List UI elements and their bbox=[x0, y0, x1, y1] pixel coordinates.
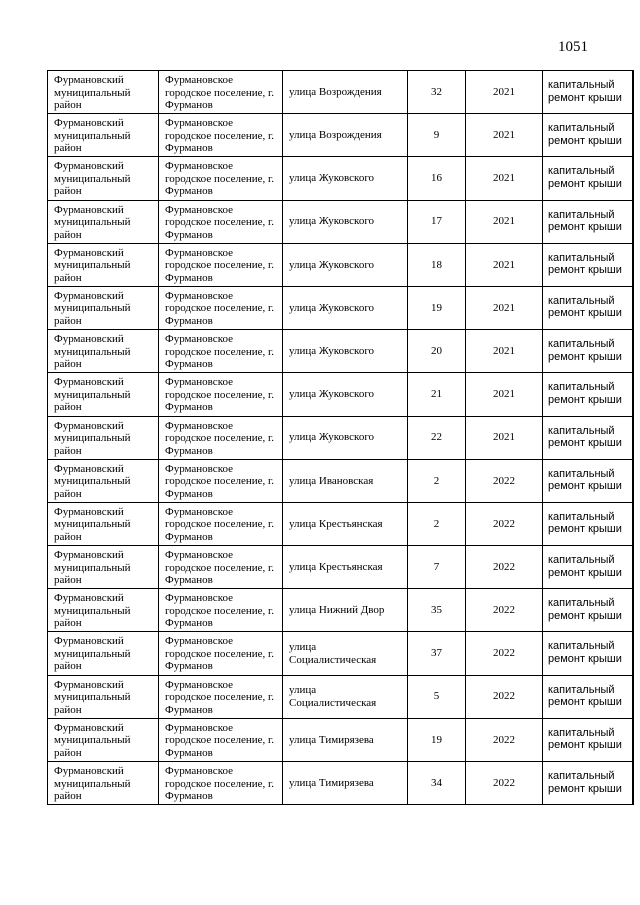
year-cell: 2021 bbox=[466, 373, 543, 416]
table-row bbox=[48, 200, 633, 243]
house-number-cell: 18 bbox=[408, 243, 466, 286]
repair-schedule-table bbox=[47, 70, 634, 805]
street-cell: улица Жуковского bbox=[283, 157, 408, 200]
work-type-cell: капитальный ремонт крыши bbox=[543, 71, 633, 114]
house-number-cell: 2 bbox=[408, 502, 466, 545]
year-cell: 2021 bbox=[466, 286, 543, 329]
table-row bbox=[48, 589, 633, 632]
table-row bbox=[48, 632, 633, 675]
year-cell: 2022 bbox=[466, 502, 543, 545]
work-type-cell: капитальный ремонт крыши bbox=[543, 286, 633, 329]
settlement-cell: Фурмановское городское поселение, г. Фурманов bbox=[159, 286, 283, 329]
work-type-cell: капитальный ремонт крыши bbox=[543, 459, 633, 502]
settlement-cell: Фурмановское городское поселение, г. Фурманов bbox=[159, 718, 283, 761]
street-cell: улица Возрождения bbox=[283, 71, 408, 114]
street-cell: улица Жуковского bbox=[283, 330, 408, 373]
year-cell: 2022 bbox=[466, 762, 543, 805]
year-cell: 2022 bbox=[466, 718, 543, 761]
settlement-cell: Фурмановское городское поселение, г. Фурманов bbox=[159, 502, 283, 545]
street-cell: улица Крестьянская bbox=[283, 546, 408, 589]
settlement-cell: Фурмановское городское поселение, г. Фурманов bbox=[159, 632, 283, 675]
year-cell: 2021 bbox=[466, 114, 543, 157]
street-cell: улица Ивановская bbox=[283, 459, 408, 502]
district-cell: Фурмановский муниципальный район bbox=[48, 502, 159, 545]
year-cell: 2021 bbox=[466, 200, 543, 243]
district-cell: Фурмановский муниципальный район bbox=[48, 243, 159, 286]
work-type-cell: капитальный ремонт крыши bbox=[543, 675, 633, 718]
year-cell: 2021 bbox=[466, 416, 543, 459]
district-cell: Фурмановский муниципальный район bbox=[48, 675, 159, 718]
district-cell: Фурмановский муниципальный район bbox=[48, 589, 159, 632]
street-cell: улица Жуковского bbox=[283, 286, 408, 329]
street-cell: улица Жуковского bbox=[283, 416, 408, 459]
table-row bbox=[48, 243, 633, 286]
table-row bbox=[48, 502, 633, 545]
street-cell: улица Тимирязева bbox=[283, 718, 408, 761]
house-number-cell: 22 bbox=[408, 416, 466, 459]
year-cell: 2022 bbox=[466, 632, 543, 675]
street-cell: улица Социалистическая bbox=[283, 675, 408, 718]
district-cell: Фурмановский муниципальный район bbox=[48, 114, 159, 157]
street-cell: улица Жуковского bbox=[283, 243, 408, 286]
settlement-cell: Фурмановское городское поселение, г. Фурманов bbox=[159, 459, 283, 502]
table-row bbox=[48, 546, 633, 589]
table-row bbox=[48, 459, 633, 502]
district-cell: Фурмановский муниципальный район bbox=[48, 459, 159, 502]
district-cell: Фурмановский муниципальный район bbox=[48, 632, 159, 675]
year-cell: 2022 bbox=[466, 546, 543, 589]
work-type-cell: капитальный ремонт крыши bbox=[543, 589, 633, 632]
table-row bbox=[48, 286, 633, 329]
table-row bbox=[48, 718, 633, 761]
work-type-cell: капитальный ремонт крыши bbox=[543, 632, 633, 675]
district-cell: Фурмановский муниципальный район bbox=[48, 546, 159, 589]
street-cell: улица Нижний Двор bbox=[283, 589, 408, 632]
year-cell: 2022 bbox=[466, 459, 543, 502]
house-number-cell: 20 bbox=[408, 330, 466, 373]
house-number-cell: 35 bbox=[408, 589, 466, 632]
house-number-cell: 5 bbox=[408, 675, 466, 718]
table-row bbox=[48, 330, 633, 373]
year-cell: 2021 bbox=[466, 243, 543, 286]
table-row bbox=[48, 416, 633, 459]
house-number-cell: 2 bbox=[408, 459, 466, 502]
settlement-cell: Фурмановское городское поселение, г. Фурманов bbox=[159, 71, 283, 114]
page-number: 1051 bbox=[558, 39, 588, 55]
district-cell: Фурмановский муниципальный район bbox=[48, 200, 159, 243]
street-cell: улица Жуковского bbox=[283, 373, 408, 416]
district-cell: Фурмановский муниципальный район bbox=[48, 416, 159, 459]
house-number-cell: 9 bbox=[408, 114, 466, 157]
district-cell: Фурмановский муниципальный район bbox=[48, 762, 159, 805]
settlement-cell: Фурмановское городское поселение, г. Фурманов bbox=[159, 675, 283, 718]
table-row bbox=[48, 114, 633, 157]
settlement-cell: Фурмановское городское поселение, г. Фурманов bbox=[159, 373, 283, 416]
work-type-cell: капитальный ремонт крыши bbox=[543, 762, 633, 805]
district-cell: Фурмановский муниципальный район bbox=[48, 71, 159, 114]
district-cell: Фурмановский муниципальный район bbox=[48, 157, 159, 200]
district-cell: Фурмановский муниципальный район bbox=[48, 373, 159, 416]
table-row bbox=[48, 71, 633, 114]
district-cell: Фурмановский муниципальный район bbox=[48, 286, 159, 329]
table-body bbox=[48, 71, 633, 805]
work-type-cell: капитальный ремонт крыши bbox=[543, 416, 633, 459]
house-number-cell: 17 bbox=[408, 200, 466, 243]
settlement-cell: Фурмановское городское поселение, г. Фурманов bbox=[159, 762, 283, 805]
street-cell: улица Тимирязева bbox=[283, 762, 408, 805]
house-number-cell: 21 bbox=[408, 373, 466, 416]
year-cell: 2022 bbox=[466, 675, 543, 718]
work-type-cell: капитальный ремонт крыши bbox=[543, 243, 633, 286]
work-type-cell: капитальный ремонт крыши bbox=[543, 546, 633, 589]
district-cell: Фурмановский муниципальный район bbox=[48, 330, 159, 373]
year-cell: 2021 bbox=[466, 71, 543, 114]
settlement-cell: Фурмановское городское поселение, г. Фурманов bbox=[159, 416, 283, 459]
table-row bbox=[48, 373, 633, 416]
settlement-cell: Фурмановское городское поселение, г. Фурманов bbox=[159, 330, 283, 373]
year-cell: 2022 bbox=[466, 589, 543, 632]
settlement-cell: Фурмановское городское поселение, г. Фурманов bbox=[159, 114, 283, 157]
year-cell: 2021 bbox=[466, 330, 543, 373]
work-type-cell: капитальный ремонт крыши bbox=[543, 114, 633, 157]
settlement-cell: Фурмановское городское поселение, г. Фурманов bbox=[159, 200, 283, 243]
settlement-cell: Фурмановское городское поселение, г. Фурманов bbox=[159, 243, 283, 286]
work-type-cell: капитальный ремонт крыши bbox=[543, 373, 633, 416]
work-type-cell: капитальный ремонт крыши bbox=[543, 157, 633, 200]
house-number-cell: 7 bbox=[408, 546, 466, 589]
house-number-cell: 34 bbox=[408, 762, 466, 805]
work-type-cell: капитальный ремонт крыши bbox=[543, 200, 633, 243]
house-number-cell: 19 bbox=[408, 286, 466, 329]
settlement-cell: Фурмановское городское поселение, г. Фурманов bbox=[159, 589, 283, 632]
district-cell: Фурмановский муниципальный район bbox=[48, 718, 159, 761]
house-number-cell: 32 bbox=[408, 71, 466, 114]
table-row bbox=[48, 157, 633, 200]
house-number-cell: 16 bbox=[408, 157, 466, 200]
year-cell: 2021 bbox=[466, 157, 543, 200]
work-type-cell: капитальный ремонт крыши bbox=[543, 718, 633, 761]
table-row bbox=[48, 762, 633, 805]
house-number-cell: 37 bbox=[408, 632, 466, 675]
street-cell: улица Крестьянская bbox=[283, 502, 408, 545]
street-cell: улица Жуковского bbox=[283, 200, 408, 243]
table-row bbox=[48, 675, 633, 718]
settlement-cell: Фурмановское городское поселение, г. Фурманов bbox=[159, 157, 283, 200]
street-cell: улица Социалистическая bbox=[283, 632, 408, 675]
work-type-cell: капитальный ремонт крыши bbox=[543, 502, 633, 545]
work-type-cell: капитальный ремонт крыши bbox=[543, 330, 633, 373]
settlement-cell: Фурмановское городское поселение, г. Фурманов bbox=[159, 546, 283, 589]
house-number-cell: 19 bbox=[408, 718, 466, 761]
street-cell: улица Возрождения bbox=[283, 114, 408, 157]
